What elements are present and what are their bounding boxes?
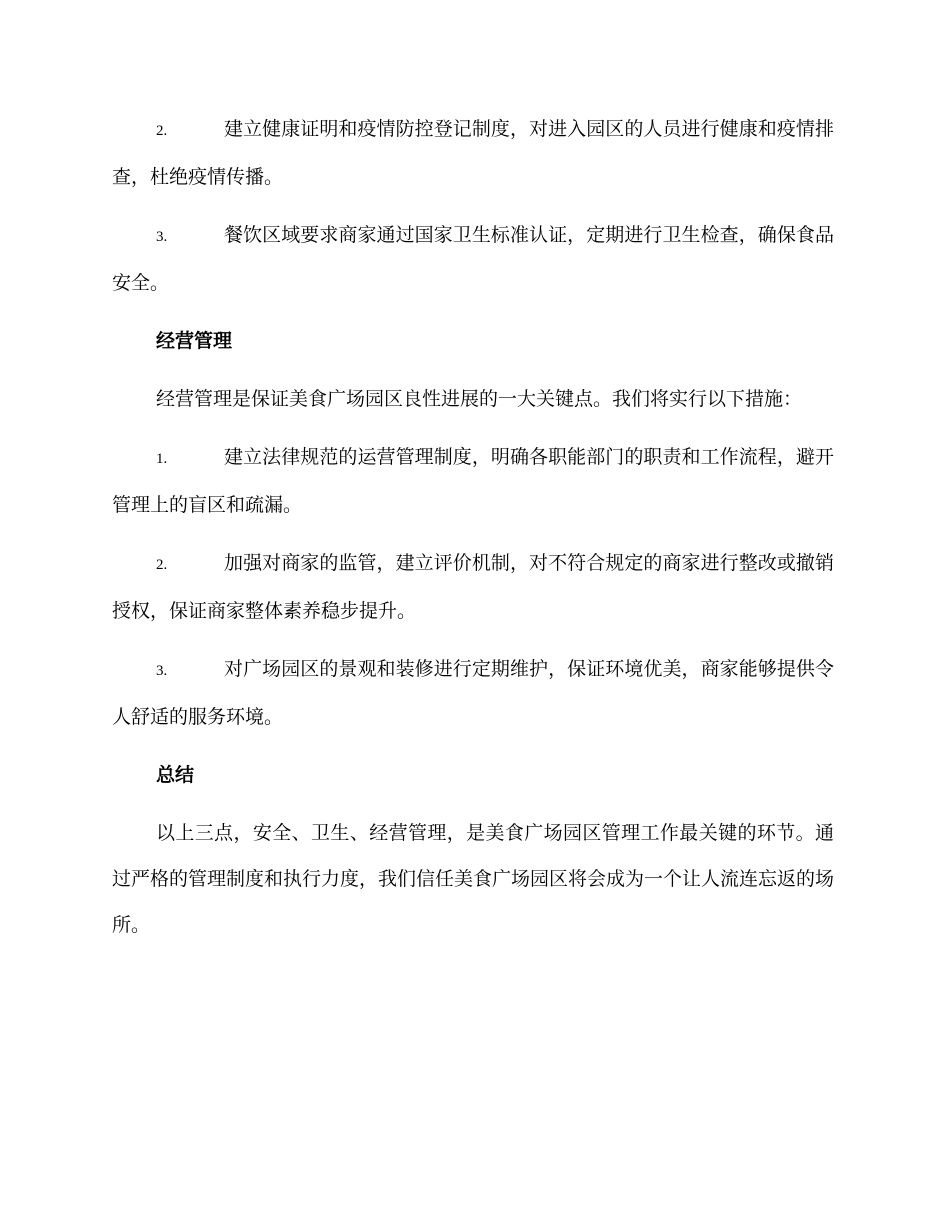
- list-item-management-system: [112, 434, 834, 528]
- list-item-merchant-supervision: [112, 540, 834, 634]
- section-heading-operations: 经营管理: [156, 330, 233, 352]
- list-item-maintenance: [112, 646, 834, 740]
- list-item-text: 餐饮区域要求商家通过国家卫生标准认证，定期进行卫生检查，确保食品安全。: [112, 224, 834, 294]
- section-heading-summary: 总结: [156, 764, 195, 786]
- list-item-text: 对广场园区的景观和装修进行定期维护，保证环境优美，商家能够提供令人舒适的服务环境。: [112, 658, 834, 728]
- list-number: 2.: [156, 557, 168, 573]
- document-page: [112, 106, 834, 948]
- paragraph-operations-intro: 经营管理是保证美食广场园区良性进展的一大关键点。我们将实行以下措施：: [156, 388, 803, 410]
- list-number: 1.: [156, 451, 168, 467]
- list-item-text: 建立法律规范的运营管理制度，明确各职能部门的职责和工作流程，避开管理上的盲区和疏漏。: [112, 446, 834, 516]
- list-item-food-safety: [112, 212, 834, 306]
- list-number: 3.: [156, 663, 168, 679]
- list-number: 3.: [156, 229, 168, 245]
- list-item-text: 加强对商家的监管，建立评价机制，对不符合规定的商家进行整改或撤销授权，保证商家整体素养稳步提升。: [112, 552, 834, 622]
- list-item-text: 建立健康证明和疫情防控登记制度，对进入园区的人员进行健康和疫情排查，杜绝疫情传播。: [112, 118, 834, 188]
- list-number: 2.: [156, 123, 168, 139]
- paragraph-summary: 以上三点，安全、卫生、经营管理，是美食广场园区管理工作最关键的环节。通过严格的管理制度和执行力度，我们信任美食广场园区将会成为一个让人流连忘返的场所。: [112, 822, 835, 936]
- list-item-health-registration: [112, 106, 834, 200]
